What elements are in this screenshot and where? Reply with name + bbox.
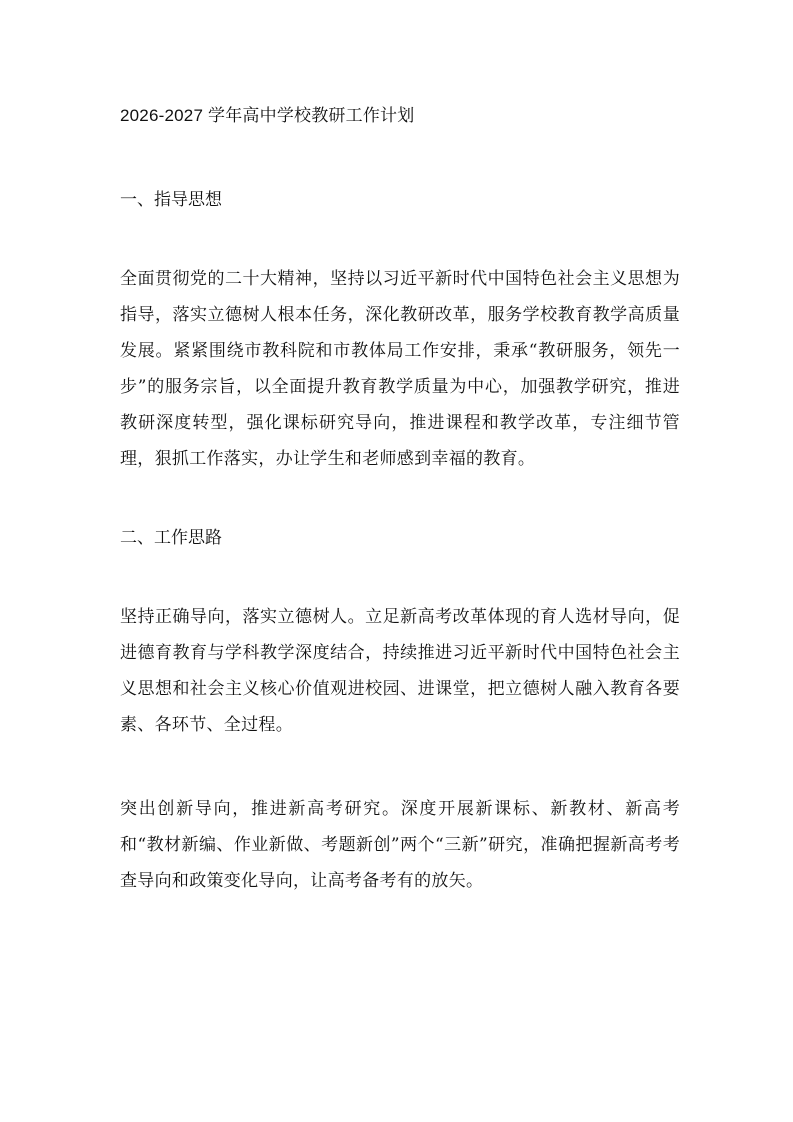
document-body xyxy=(120,103,680,899)
paragraph-guiding-ideology: 全面贯彻党的二十大精神，坚持以习近平新时代中国特色社会主义思想为指导，落实立德树人根本任务，深化教研改革，服务学校教育教学高质量发展。紧紧围绕市教科院和市教体局工作安排，秉承“教研服务，领先一步”的服务宗旨，以全面提升教育教学质量为中心，加强教学研究，推进教研深度转型，强化课标研究导向，推进课程和教学改革，专注细节管理，狠抓工作落实，办让学生和老师感到幸福的教育。 xyxy=(120,269,680,469)
section-heading-guiding-ideology: 一、指导思想 xyxy=(120,190,222,210)
paragraph-correct-orientation: 坚持正确导向，落实立德树人。立足新高考改革体现的育人选材导向，促进德育教育与学科教学深度结合，持续推进习近平新时代中国特色社会主义思想和社会主义核心价值观进校园、进课堂，把立德树人融入教育各要素、各环节、全过程。 xyxy=(120,607,680,735)
document-title: 2026-2027 学年高中学校教研工作计划 xyxy=(120,106,415,125)
paragraph-innovation-orientation: 突出创新导向，推进新高考研究。深度开展新课标、新教材、新高考和“教材新编、作业新做、考题新创”两个“三新”研究，准确把握新高考考查导向和政策变化导向，让高考备考有的放矢。 xyxy=(120,799,680,891)
section-heading-work-approach: 二、工作思路 xyxy=(120,528,222,548)
